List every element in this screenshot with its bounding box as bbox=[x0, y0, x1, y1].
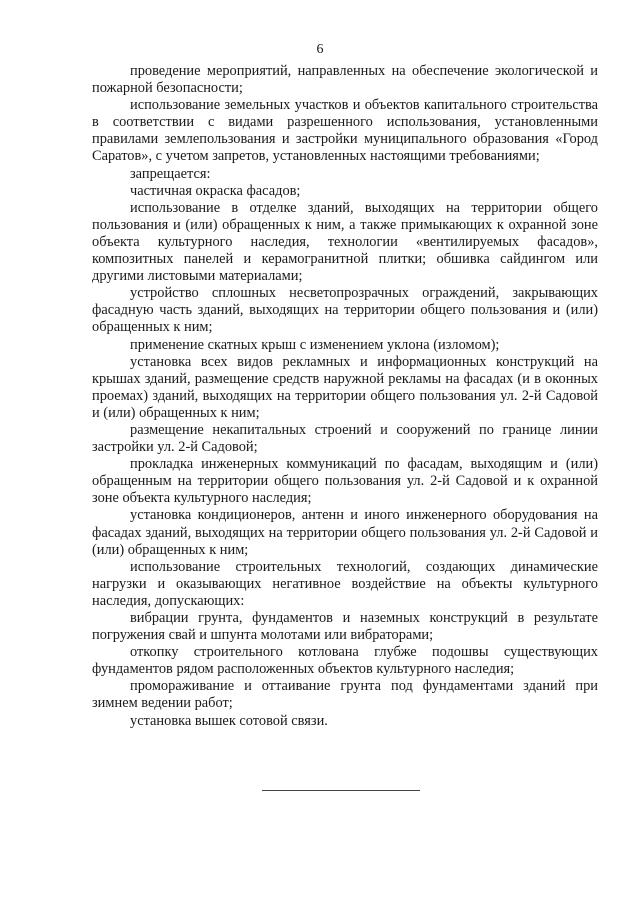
paragraph: прокладка инженерных коммуникаций по фасадам, выходящим и (или) обращенным на территории общего пользования ул. 2-й Садовой и к охранной зоне объекта культурного наследия; bbox=[92, 456, 598, 507]
paragraph: использование строительных технологий, создающих динамические нагрузки и оказывающих негативное воздействие на объекты культурного наследия, допускающих: bbox=[92, 558, 598, 609]
paragraph: использование земельных участков и объектов капитального строительства в соответствии с видами разрешенного использования, установленными правилами землепользования и застройки муниципального образования «Город Саратов», с учетом запретов, установленных настоящими требованиями; bbox=[92, 97, 598, 165]
paragraph: проведение мероприятий, направленных на обеспечение экологической и пожарной безопасности; bbox=[92, 63, 598, 97]
paragraph: частичная окраска фасадов; bbox=[130, 182, 301, 199]
closing-divider-line bbox=[262, 790, 420, 791]
page-number: 6 bbox=[316, 42, 324, 57]
paragraph: установка всех видов рекламных и информационных конструкций на крышах зданий, размещение средств наружной рекламы на фасадах (и в оконных проемах) зданий, выходящих на территории общего пользования ул. 2-й Садовой и (или) обращенных к ним; bbox=[92, 353, 598, 421]
paragraph: размещение некапитальных строений и сооружений по границе линии застройки ул. 2-й Садовой; bbox=[92, 421, 598, 456]
paragraph: устройство сплошных несветопрозрачных ограждений, закрывающих фасадную часть зданий, выходящих на территории общего пользования и (или) обращенных к ним; bbox=[92, 285, 598, 336]
paragraph: вибрации грунта, фундаментов и наземных конструкций в результате погружения свай и шпунта молотами или вибраторами; bbox=[92, 610, 598, 644]
paragraph: установка вышек сотовой связи. bbox=[130, 712, 328, 729]
paragraph: запрещается: bbox=[130, 165, 211, 182]
paragraph: установка кондиционеров, антенн и иного инженерного оборудования на фасадах зданий, выходящих на территории общего пользования ул. 2-й Садовой и (или) обращенных к ним; bbox=[92, 507, 598, 558]
paragraph: откопку строительного котлована глубже подошвы существующих фундаментов рядом расположенных объектов культурного наследия; bbox=[92, 644, 598, 678]
document-body bbox=[92, 63, 598, 730]
paragraph: использование в отделке зданий, выходящих на территории общего пользования и (или) обращенных к ним, а также примыкающих к охранной зоне объекта культурного наследия, технологии «вентилируемых фасадов», композитных панелей и керамогранитной плитки; обшивка сайдингом или другими листовыми материалами; bbox=[92, 199, 598, 285]
paragraph: применение скатных крыш с изменением уклона (изломом); bbox=[130, 336, 500, 353]
paragraph: промораживание и оттаивание грунта под фундаментами зданий при зимнем ведении работ; bbox=[92, 678, 598, 712]
